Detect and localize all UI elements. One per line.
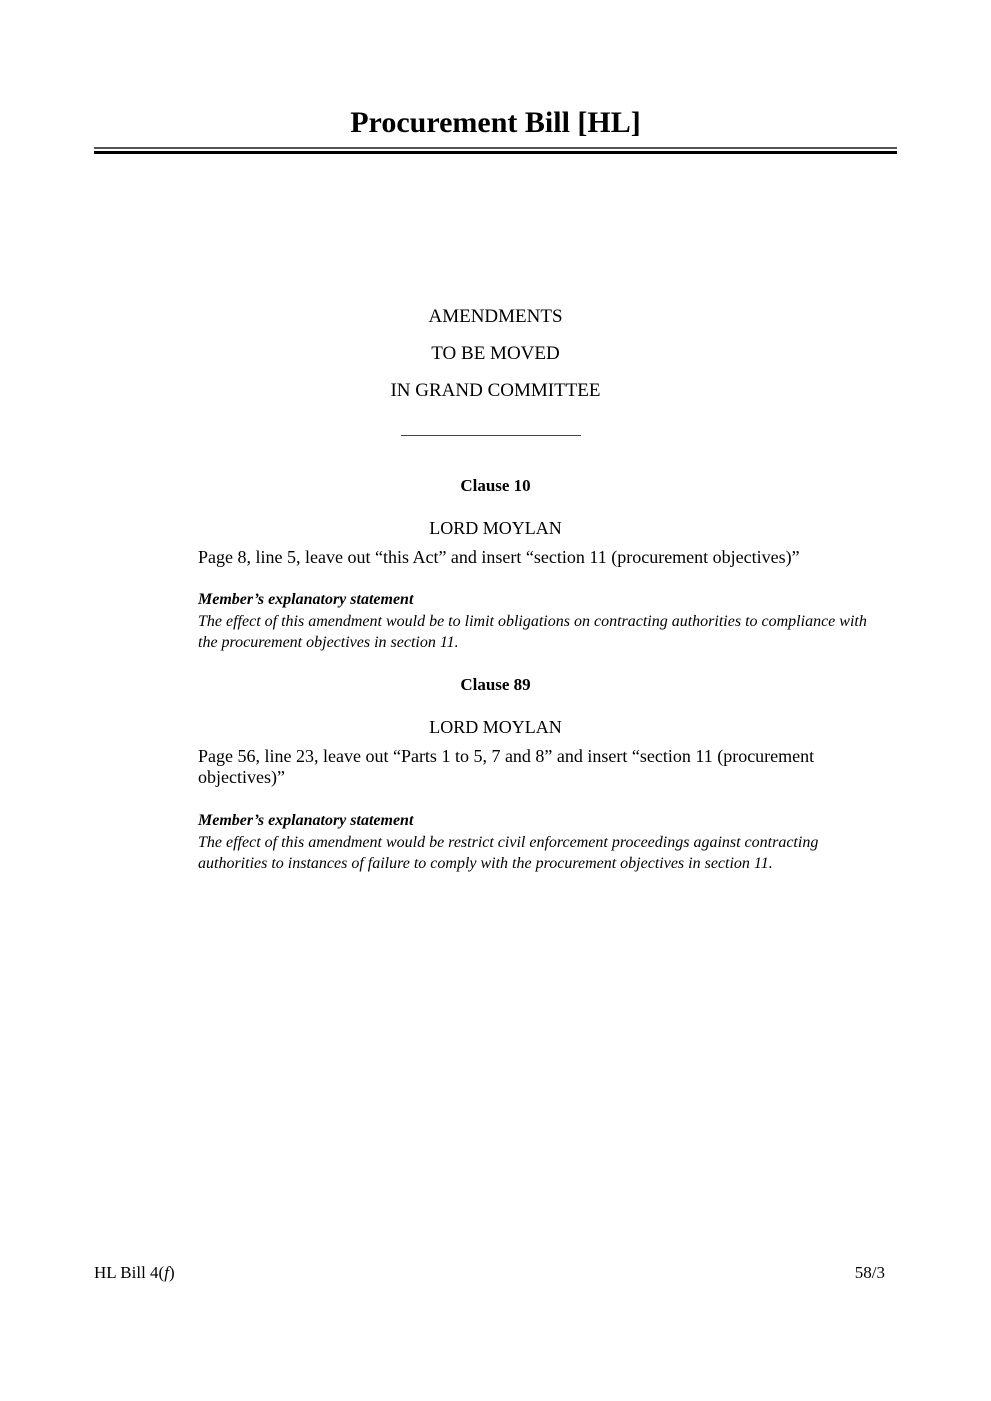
explanatory-statement-heading: Member’s explanatory statement (198, 812, 414, 829)
heading-separator (401, 435, 581, 436)
member-name: LORD MOYLAN (429, 518, 562, 538)
document-title: Procurement Bill [HL] (350, 106, 641, 139)
amendment-text: Page 56, line 23, leave out “Parts 1 to 5, 7 and 8” and insert “section 11 (procurement objectives)” (198, 746, 815, 787)
bill-prefix: HL Bill 4( (94, 1263, 165, 1282)
explanatory-statement: The effect of this amendment would be restrict civil enforcement proceedings against contracting authorities to instances of failure to comply with the procurement objectives in section 11. (198, 834, 819, 872)
page-reference: 58/3 (854, 1263, 885, 1282)
clause-heading: Clause 10 (460, 476, 531, 495)
title-rule-thick (94, 151, 897, 154)
explanatory-statement-heading: Member’s explanatory statement (198, 591, 414, 608)
bill-letter: f (164, 1263, 169, 1282)
member-name: LORD MOYLAN (429, 717, 562, 737)
bill-number (94, 1263, 175, 1283)
title-rule-thin (94, 147, 897, 149)
heading-amendments: AMENDMENTS (428, 306, 563, 327)
heading-grand-committee: IN GRAND COMMITTEE (390, 380, 601, 401)
bill-suffix: ) (168, 1263, 175, 1282)
explanatory-statement: The effect of this amendment would be to limit obligations on contracting authorities to compliance with the procurement objectives in section 11. (198, 613, 867, 651)
amendment-text: Page 8, line 5, leave out “this Act” and insert “section 11 (procurement objectives)” (198, 547, 800, 567)
clause-heading: Clause 89 (460, 675, 531, 694)
heading-to-be-moved: TO BE MOVED (431, 343, 560, 364)
